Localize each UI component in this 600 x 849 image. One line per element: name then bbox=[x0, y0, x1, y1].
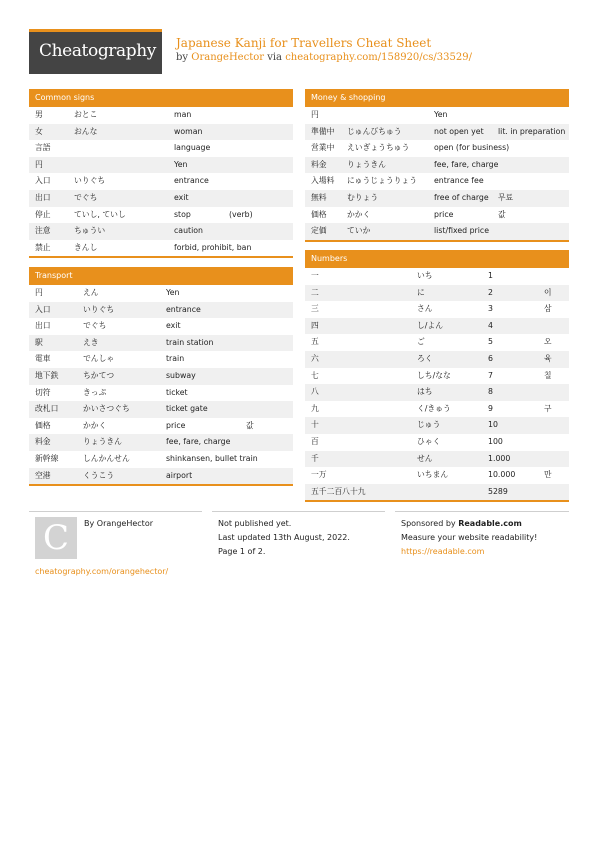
table-row bbox=[305, 417, 569, 434]
table-row bbox=[305, 173, 569, 190]
kana-cell: はち bbox=[417, 387, 433, 397]
table-row bbox=[305, 301, 569, 318]
korean-cell: 육 bbox=[544, 353, 552, 363]
meaning-cell: price bbox=[166, 420, 186, 430]
kanji-cell: 改札口 bbox=[35, 404, 59, 414]
kanji-cell: 切符 bbox=[35, 387, 51, 397]
note-cell: (verb) bbox=[229, 209, 253, 219]
kanji-cell: 価格 bbox=[311, 209, 327, 219]
note-cell: lit. in preparation bbox=[498, 126, 566, 136]
table-row bbox=[29, 302, 293, 319]
section-divider bbox=[305, 500, 569, 502]
kanji-cell: 入口 bbox=[35, 304, 51, 314]
kana-cell: かかく bbox=[347, 209, 371, 219]
table-row bbox=[29, 451, 293, 468]
meaning-cell: caution bbox=[174, 226, 203, 236]
value-cell: 10.000 bbox=[488, 470, 516, 480]
table-row bbox=[305, 318, 569, 335]
table-row bbox=[305, 368, 569, 385]
table-row bbox=[305, 124, 569, 141]
kana-cell: にゅうじょうりょう bbox=[347, 176, 418, 186]
footer-divider bbox=[212, 511, 385, 512]
sponsor-line bbox=[401, 519, 522, 528]
table-row bbox=[305, 268, 569, 285]
footer-by-label: By bbox=[84, 519, 95, 528]
value-cell: 9 bbox=[488, 403, 493, 413]
table-row bbox=[29, 368, 293, 385]
transport-section bbox=[29, 267, 293, 486]
kanji-cell: 女 bbox=[35, 126, 43, 136]
kanji-cell: 千 bbox=[311, 453, 319, 463]
kana-cell: いりぐち bbox=[74, 176, 106, 186]
kana-cell: おとこ bbox=[74, 110, 98, 119]
meaning-cell: exit bbox=[166, 321, 181, 331]
meaning-cell: entrance bbox=[174, 176, 209, 186]
kanji-cell: 入場料 bbox=[311, 176, 335, 186]
kanji-cell: 営業中 bbox=[311, 143, 335, 153]
numbers-section bbox=[305, 250, 569, 502]
table-row bbox=[29, 351, 293, 368]
meaning-cell: entrance bbox=[166, 304, 201, 314]
kana-cell: しんかんせん bbox=[83, 453, 130, 463]
kanji-cell: 円 bbox=[311, 110, 319, 119]
value-cell: 1 bbox=[488, 271, 493, 280]
transport-table bbox=[29, 285, 293, 484]
table-row bbox=[29, 124, 293, 141]
kana-cell: えき bbox=[83, 337, 99, 347]
cheatography-logo[interactable] bbox=[29, 29, 162, 74]
korean-cell: 값 bbox=[246, 420, 254, 430]
footer-author-link[interactable]: cheatography.com/orangehector/ bbox=[35, 567, 169, 576]
korean-cell: 구 bbox=[544, 403, 552, 413]
kana-cell: きんし bbox=[74, 242, 98, 252]
kanji-cell: 九 bbox=[311, 403, 319, 413]
logo-text: Cheatography bbox=[39, 41, 156, 61]
sponsor-link[interactable]: https://readable.com bbox=[401, 547, 485, 556]
section-divider bbox=[305, 240, 569, 242]
table-row bbox=[305, 351, 569, 368]
by-word: by bbox=[176, 52, 189, 63]
kana-cell: ちかてつ bbox=[83, 370, 115, 380]
table-row bbox=[29, 434, 293, 451]
kanji-cell: 言語 bbox=[35, 143, 51, 153]
meaning-cell: fee, fare, charge bbox=[434, 159, 499, 169]
section-title: Numbers bbox=[305, 250, 569, 268]
kanji-cell: 三 bbox=[311, 304, 319, 314]
table-row bbox=[305, 451, 569, 468]
kanji-cell: 八 bbox=[311, 387, 319, 397]
meaning-cell: entrance fee bbox=[434, 176, 484, 186]
table-row bbox=[29, 468, 293, 485]
kana-cell: ていか bbox=[347, 226, 371, 236]
kana-cell: くうこう bbox=[83, 470, 115, 480]
meaning-cell: woman bbox=[174, 126, 203, 136]
table-row bbox=[29, 207, 293, 224]
kana-cell: ひゃく bbox=[417, 436, 441, 446]
sponsor-prefix: Sponsored by bbox=[401, 519, 456, 528]
meaning-cell: free of charge bbox=[434, 192, 489, 202]
meaning-cell: ticket bbox=[166, 387, 188, 397]
meaning-cell: Yen bbox=[434, 110, 448, 119]
value-cell: 4 bbox=[488, 320, 493, 330]
kana-cell: じゅんびちゅう bbox=[347, 126, 402, 136]
table-row bbox=[29, 140, 293, 157]
kana-cell: じゅう bbox=[417, 420, 441, 430]
meaning-cell: man bbox=[174, 110, 192, 119]
kana-cell: いち bbox=[417, 271, 433, 280]
kanji-cell: 出口 bbox=[35, 321, 51, 331]
footer-divider bbox=[395, 511, 569, 512]
kana-cell: りょうきん bbox=[83, 437, 122, 447]
value-cell: 100 bbox=[488, 436, 503, 446]
korean-cell: 오 bbox=[544, 337, 552, 347]
value-cell: 10 bbox=[488, 420, 498, 430]
korean-cell: 이 bbox=[544, 287, 552, 297]
kana-cell: えいぎょうちゅう bbox=[347, 143, 410, 153]
value-cell: 6 bbox=[488, 353, 493, 363]
table-row bbox=[29, 418, 293, 435]
kanji-cell: 百 bbox=[311, 436, 319, 446]
meaning-cell: open (for business) bbox=[434, 143, 510, 153]
kanji-cell: 入口 bbox=[35, 176, 51, 186]
kana-cell: えん bbox=[83, 288, 99, 297]
table-row bbox=[29, 285, 293, 302]
value-cell: 5289 bbox=[488, 486, 508, 496]
kanji-cell: 地下鉄 bbox=[35, 370, 59, 380]
table-row bbox=[29, 385, 293, 402]
kanji-cell: 一万 bbox=[311, 470, 327, 480]
meaning-cell: train station bbox=[166, 337, 214, 347]
kanji-cell: 五 bbox=[311, 337, 319, 347]
sponsor-tagline: Measure your website readability! bbox=[401, 533, 538, 542]
section-title: Transport bbox=[29, 267, 293, 285]
money-shopping-section bbox=[305, 89, 569, 242]
kanji-cell: 円 bbox=[35, 159, 43, 169]
kanji-cell: 男 bbox=[35, 110, 43, 119]
footer-author bbox=[84, 519, 153, 528]
author-avatar[interactable] bbox=[35, 517, 77, 559]
meaning-cell: subway bbox=[166, 370, 196, 380]
kanji-cell: 出口 bbox=[35, 192, 51, 202]
kanji-cell: 電車 bbox=[35, 354, 51, 364]
kana-cell: でぐち bbox=[83, 321, 107, 331]
section-title: Common signs bbox=[29, 89, 293, 107]
footer-author-name[interactable]: OrangeHector bbox=[96, 519, 153, 528]
kanji-cell: 料金 bbox=[35, 437, 51, 447]
kana-cell: せん bbox=[417, 453, 433, 463]
table-row bbox=[305, 285, 569, 302]
table-row bbox=[305, 157, 569, 174]
table-row bbox=[29, 173, 293, 190]
table-row bbox=[305, 484, 569, 501]
kanji-cell: 六 bbox=[311, 353, 319, 363]
kanji-cell: 二 bbox=[311, 287, 319, 297]
via-word: via bbox=[267, 52, 283, 63]
kana-cell: さん bbox=[417, 304, 433, 314]
kana-cell: いちまん bbox=[417, 470, 449, 480]
kana-cell: しち/なな bbox=[417, 370, 451, 380]
section-divider bbox=[29, 256, 293, 258]
table-row bbox=[305, 401, 569, 418]
table-row bbox=[29, 401, 293, 418]
byline bbox=[176, 52, 472, 63]
kana-cell: でぐち bbox=[74, 192, 98, 202]
meaning-cell: stop bbox=[174, 209, 191, 219]
last-updated: Last updated 13th August, 2022. bbox=[218, 533, 350, 542]
footer-divider bbox=[29, 511, 202, 512]
table-row bbox=[29, 240, 293, 257]
value-cell: 7 bbox=[488, 370, 493, 380]
korean-cell: 만 bbox=[544, 470, 552, 480]
table-row bbox=[29, 335, 293, 352]
table-row bbox=[305, 384, 569, 401]
money-shopping-table bbox=[305, 107, 569, 240]
meaning-cell: ticket gate bbox=[166, 404, 208, 414]
meaning-cell: language bbox=[174, 143, 211, 153]
value-cell: 5 bbox=[488, 337, 493, 347]
page-title: Japanese Kanji for Travellers Cheat Sheet bbox=[176, 36, 432, 50]
kana-cell: ご bbox=[417, 337, 425, 347]
table-row bbox=[305, 467, 569, 484]
kana-cell: ちゅうい bbox=[74, 226, 106, 236]
table-row bbox=[29, 190, 293, 207]
kana-cell: でんしゃ bbox=[83, 354, 115, 364]
kana-cell: し/よん bbox=[417, 320, 444, 330]
kanji-cell: 駅 bbox=[35, 337, 43, 347]
sponsor-name[interactable]: Readable.com bbox=[458, 519, 522, 528]
kanji-cell: 料金 bbox=[311, 159, 327, 169]
kanji-cell: 十 bbox=[311, 420, 319, 430]
kana-cell: おんな bbox=[74, 126, 98, 136]
numbers-table bbox=[305, 268, 569, 500]
meaning-cell: Yen bbox=[166, 288, 180, 297]
kanji-cell: 無料 bbox=[311, 192, 327, 202]
kana-cell: ていし, ていし bbox=[74, 209, 126, 219]
meaning-cell: Yen bbox=[174, 159, 188, 169]
sheet-url-link[interactable]: cheatography.com/158920/cs/33529/ bbox=[285, 52, 472, 63]
meaning-cell: airport bbox=[166, 470, 193, 480]
value-cell: 1.000 bbox=[488, 453, 511, 463]
meaning-cell: forbid, prohibit, ban bbox=[174, 242, 252, 252]
kana-cell: むりょう bbox=[347, 192, 379, 202]
kanji-cell: 定価 bbox=[311, 226, 327, 236]
table-row bbox=[305, 434, 569, 451]
kana-cell: りょうきん bbox=[347, 159, 386, 169]
table-row bbox=[305, 223, 569, 240]
note-cell: 값 bbox=[498, 209, 506, 219]
kanji-cell: 禁止 bbox=[35, 242, 51, 252]
korean-cell: 삼 bbox=[544, 304, 552, 314]
kanji-cell: 四 bbox=[311, 320, 319, 330]
kanji-cell: 空港 bbox=[35, 470, 51, 480]
kana-cell: かいさつぐち bbox=[83, 404, 130, 414]
note-cell: 무료 bbox=[498, 192, 514, 202]
kanji-cell: 準備中 bbox=[311, 126, 335, 136]
kanji-cell: 注意 bbox=[35, 226, 51, 236]
value-cell: 3 bbox=[488, 304, 493, 314]
kanji-cell: 一 bbox=[311, 271, 319, 280]
table-row bbox=[29, 157, 293, 174]
kana-cell: きっぷ bbox=[83, 387, 107, 397]
kana-cell: く/きゅう bbox=[417, 403, 451, 413]
value-cell: 8 bbox=[488, 387, 493, 397]
korean-cell: 칠 bbox=[544, 370, 552, 380]
meaning-cell: fee, fare, charge bbox=[166, 437, 231, 447]
section-divider bbox=[29, 484, 293, 486]
kana-cell: かかく bbox=[83, 420, 107, 430]
meaning-cell: price bbox=[434, 209, 454, 219]
table-row bbox=[305, 140, 569, 157]
table-row bbox=[305, 334, 569, 351]
kanji-cell: 価格 bbox=[35, 420, 51, 430]
kanji-cell: 七 bbox=[311, 370, 319, 380]
kanji-cell: 五千二百八十九 bbox=[311, 486, 366, 496]
avatar-letter: C bbox=[42, 518, 69, 558]
kanji-cell: 停止 bbox=[35, 209, 51, 219]
meaning-cell: not open yet bbox=[434, 126, 484, 136]
common-signs-table bbox=[29, 107, 293, 256]
table-row bbox=[305, 207, 569, 224]
table-row bbox=[305, 190, 569, 207]
kanji-cell: 円 bbox=[35, 288, 43, 297]
table-row bbox=[305, 107, 569, 124]
kana-cell: いりぐち bbox=[83, 304, 115, 314]
kanji-cell: 新幹線 bbox=[35, 453, 59, 463]
publish-status: Not published yet. bbox=[218, 519, 292, 528]
meaning-cell: train bbox=[166, 354, 185, 364]
meaning-cell: exit bbox=[174, 192, 189, 202]
table-row bbox=[29, 107, 293, 124]
value-cell: 2 bbox=[488, 287, 493, 297]
kana-cell: に bbox=[417, 287, 425, 297]
table-row bbox=[29, 223, 293, 240]
page-number: Page 1 of 2. bbox=[218, 547, 266, 556]
kana-cell: ろく bbox=[417, 353, 433, 363]
meaning-cell: list/fixed price bbox=[434, 226, 489, 236]
author-link[interactable]: OrangeHector bbox=[191, 52, 265, 63]
section-title: Money & shopping bbox=[305, 89, 569, 107]
meaning-cell: shinkansen, bullet train bbox=[166, 453, 258, 463]
common-signs-section bbox=[29, 89, 293, 258]
table-row bbox=[29, 318, 293, 335]
